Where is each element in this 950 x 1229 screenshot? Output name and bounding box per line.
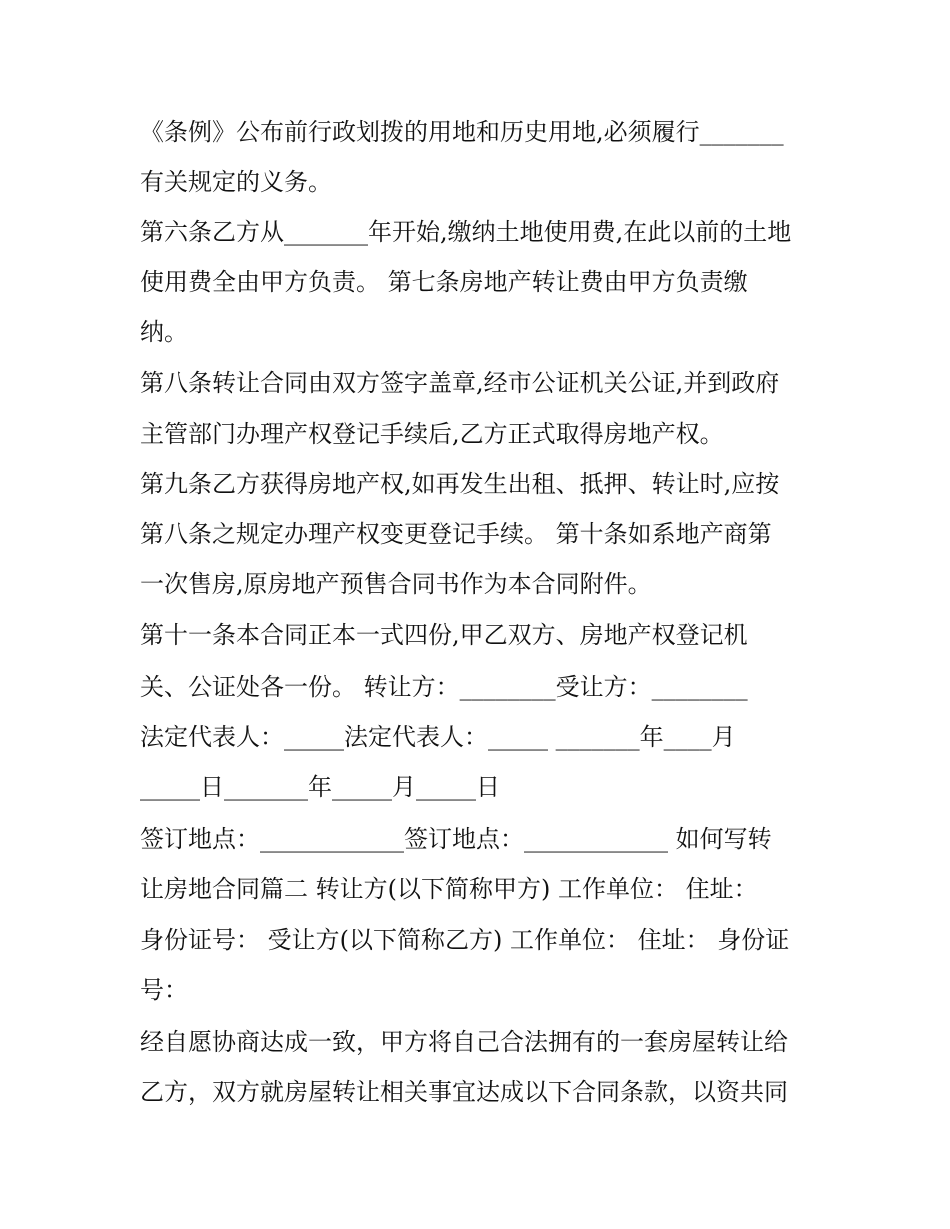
text-line: 经自愿协商达成一致，甲方将自己合法拥有的一套房屋转让给 — [140, 1028, 788, 1056]
text-line: 第六条乙方从_______年开始,缴纳土地使用费,在此以前的土地 — [140, 218, 792, 246]
text-line: 主管部门办理产权登记手续后,乙方正式取得房地产权。 — [140, 420, 724, 448]
text-line: 身份证号： 受让方(以下简称乙方) 工作单位： 住址： 身份证 — [140, 926, 790, 954]
text-line: 《条例》公布前行政划拨的用地和历史用地,必须履行_______ — [140, 118, 784, 146]
text-line: 号： — [140, 976, 188, 1004]
text-line: _____日_______年_____月_____日 — [140, 773, 500, 801]
text-line: 第八条转让合同由双方签字盖章,经市公证机关公证,并到政府 — [140, 369, 780, 397]
text-line: 让房地合同篇二 转让方(以下简称甲方) 工作单位： 住址： — [140, 875, 758, 903]
text-line: 有关规定的义务。 — [140, 168, 332, 196]
text-line: 纳。 — [140, 318, 188, 346]
text-line: 法定代表人：_____法定代表人：_____ _______年____月 — [140, 723, 736, 751]
text-line: 第十一条本合同正本一式四份,甲乙双方、房地产权登记机 — [140, 621, 748, 649]
text-line: 一次售房,原房地产预售合同书作为本合同附件。 — [140, 570, 652, 598]
text-line: 使用费全由甲方负责。 第七条房地产转让费由甲方负责缴 — [140, 268, 748, 296]
text-line: 第九条乙方获得房地产权,如再发生出租、抵押、转让时,应按 — [140, 470, 780, 498]
text-line: 签订地点：____________签订地点：____________ 如何写转 — [140, 825, 772, 853]
text-line: 关、公证处各一份。 转让方：________受让方：________ — [140, 673, 748, 701]
text-line: 乙方，双方就房屋转让相关事宜达成以下合同条款，以资共同 — [140, 1078, 788, 1106]
text-line: 第八条之规定办理产权变更登记手续。 第十条如系地产商第 — [140, 520, 772, 548]
